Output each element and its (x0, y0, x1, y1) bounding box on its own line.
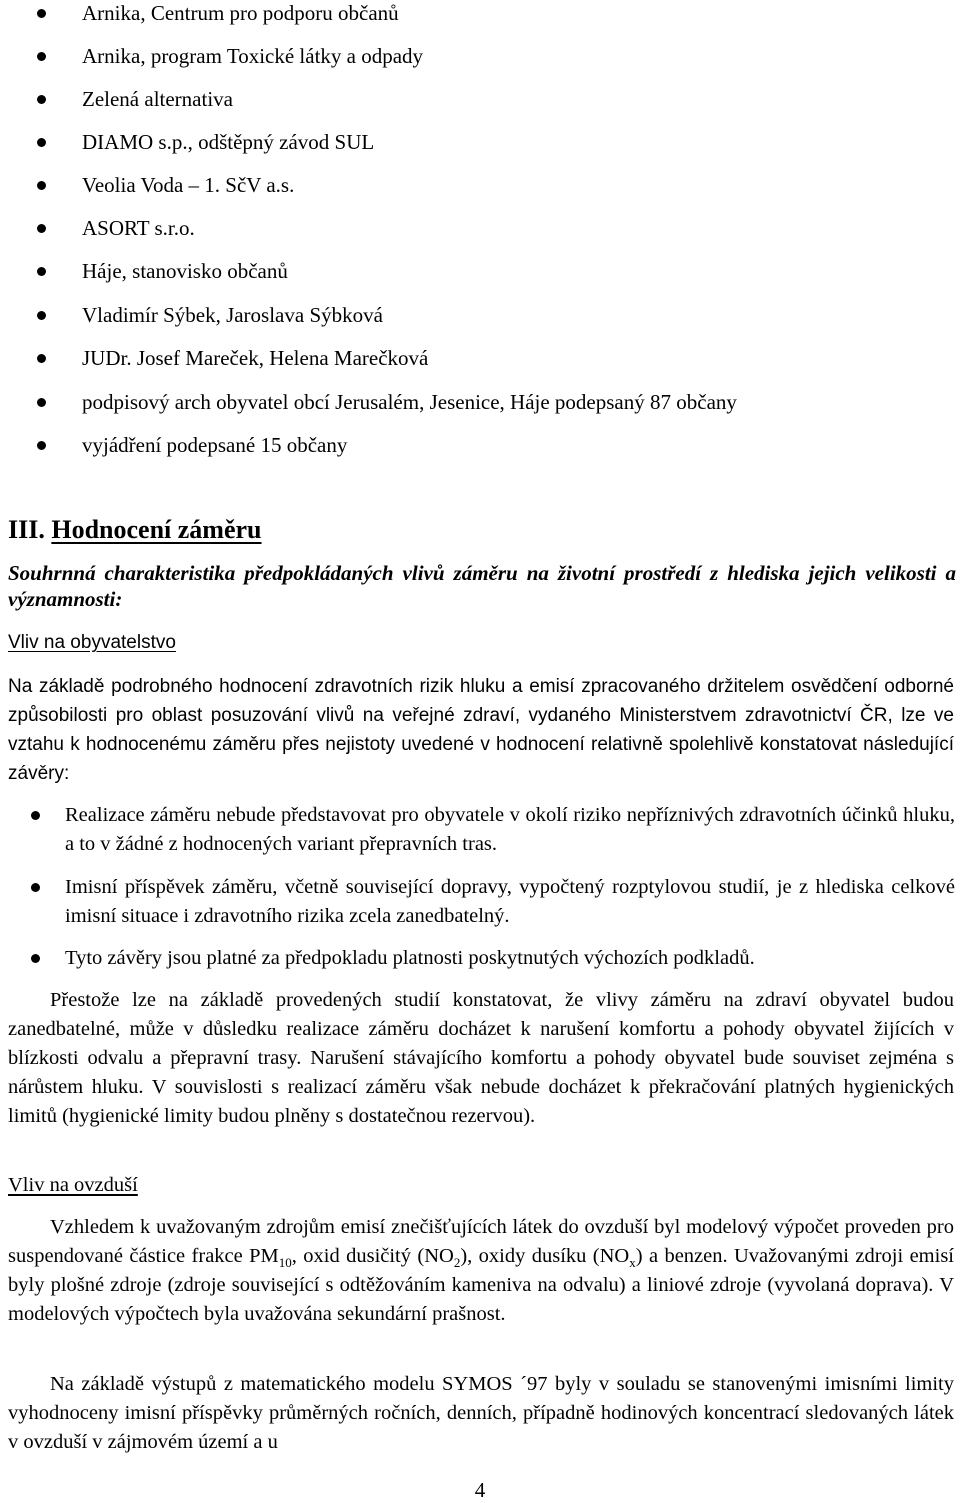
population-title: Vliv na obyvatelstvo (8, 632, 176, 653)
air-title: Vliv na ovzduší (8, 1174, 138, 1196)
list-item: vyjádření podepsané 15 občany (82, 433, 348, 457)
text-segment: Vzhledem k uvažovaným zdrojům emisí znečišťujících látek do ovzduší byl modelový výpočet proveden pro suspendované částice frakce PM (8, 1216, 954, 1267)
population-intro: Na základě podrobného hodnocení zdravotních rizik hluku a emisí zpracovaného držitelem osvědčení odborné způsobilosti pro oblast posuzování vlivů na veřejné zdraví, vydaného Ministerstvem zdravotnictví ČR, lze ve vztahu k hodnocenému záměru přes nejistoty uvedené v hodnocení relativně spolehlivě konstatovat následující závěry: (8, 676, 954, 784)
page-number: 4 (474, 1478, 486, 1502)
text-segment: , oxid dusičitý (NO (291, 1245, 454, 1267)
list-item: podpisový arch obyvatel obcí Jerusalém, Jesenice, Háje podepsaný 87 občany (82, 390, 737, 414)
section-heading (8, 515, 262, 545)
list-item: JUDr. Josef Mareček, Helena Marečková (82, 346, 429, 370)
section-number: III. (8, 515, 45, 544)
list-item: Arnika, program Toxické látky a odpady (82, 44, 424, 68)
list-item: Imisní příspěvek záměru, včetně související dopravy, vypočtený rozptylovou studií, je z hlediska celkové imisní situace i zdravotního rizika zcela zanedbatelný. (65, 873, 955, 931)
list-item: ASORT s.r.o. (82, 216, 195, 240)
text-segment: ), oxidy dusíku (NO (460, 1245, 630, 1267)
subscript: 2 (453, 1255, 461, 1270)
air-paragraph-1 (8, 1213, 954, 1329)
list-item: Háje, stanovisko občanů (82, 259, 288, 283)
list-item: Veolia Voda – 1. SčV a.s. (82, 173, 295, 197)
list-item: Realizace záměru nebude představovat pro obyvatele v okolí riziko nepříznivých zdravotních účinků hluku, a to v žádné z hodnocených variant přepravních tras. (65, 801, 955, 859)
subscript: x (629, 1255, 636, 1270)
section-title: Hodnocení záměru (51, 515, 262, 544)
air-paragraph-2: Na základě výstupů z matematického modelu SYMOS ´97 byly v souladu se stanovenými imisními limity vyhodnoceny imisní příspěvky průměrných ročních, denních, případně hodinových koncentrací sledovaných látek v ovzduší v zájmovém území a u (8, 1373, 954, 1453)
subscript: 10 (278, 1255, 292, 1270)
list-item: Zelená alternativa (82, 87, 233, 111)
list-item: Vladimír Sýbek, Jaroslava Sýbková (82, 303, 383, 327)
section-subtitle: Souhrnná charakteristika předpokládaných vlivů záměru na životní prostředí z hlediska jejich velikosti a významnosti: (8, 561, 956, 611)
list-item: Tyto závěry jsou platné za předpokladu platnosti poskytnutých výchozích podkladů. (65, 944, 955, 973)
population-closing: Přestože lze na základě provedených studií konstatovat, že vlivy záměru na zdraví obyvatel budou zanedbatelné, může v důsledku realizace záměru docházet k narušení komfortu a pohody obyvatel žijících v blízkosti odvalu a přepravní trasy. Narušení stávajícího komfortu a pohody obyvatel bude souviset zejména s nárůstem hluku. V souvislosti s realizací záměru však nebude docházet k překračování platných hygienických limitů (hygienické limity budou plněny s dostatečnou rezervou). (8, 989, 954, 1127)
list-item: Arnika, Centrum pro podporu občanů (82, 1, 399, 25)
text-segment: ) a benzen. Uvažovanými zdroji emisí byly plošné zdroje (zdroje související s odtěžováním kameniva na odvalu) a liniové zdroje (vyvolaná doprava). V modelových výpočtech byla uvažována sekundární prašnost. (8, 1245, 954, 1325)
list-item: DIAMO s.p., odštěpný závod SUL (82, 130, 375, 154)
